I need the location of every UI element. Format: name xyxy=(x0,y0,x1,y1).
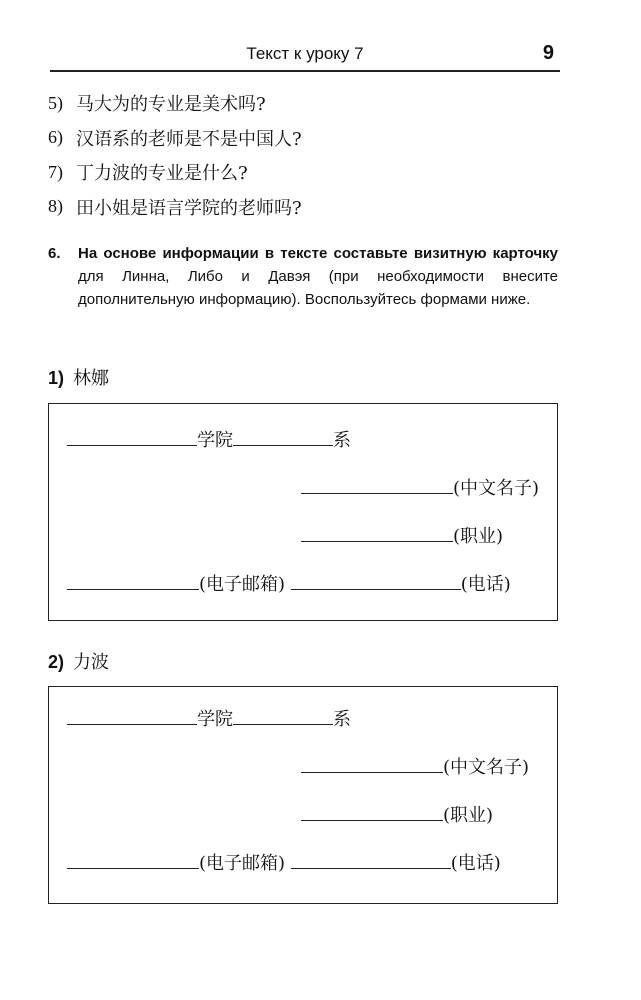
card-label xyxy=(48,648,109,674)
email-blank[interactable] xyxy=(67,867,199,869)
phone-label: (电话) xyxy=(450,853,501,874)
college-department-row xyxy=(67,426,351,452)
page-number: 9 xyxy=(542,42,554,64)
email-blank[interactable] xyxy=(67,588,199,590)
email-label: (电子邮箱) xyxy=(199,853,286,874)
task-text xyxy=(78,242,558,311)
department-label: 系 xyxy=(333,430,351,451)
card-name: 力波 xyxy=(73,652,110,672)
phone-blank[interactable] xyxy=(291,588,461,590)
contact-row xyxy=(67,849,501,875)
question-item xyxy=(48,155,568,190)
college-department-row xyxy=(67,705,351,731)
question-number: 7) xyxy=(48,161,63,182)
card-number: 2) xyxy=(48,652,65,672)
contact-row xyxy=(67,570,511,596)
question-number: 8) xyxy=(48,196,63,217)
question-number: 6) xyxy=(48,127,63,148)
business-card-form xyxy=(48,403,558,621)
card-label xyxy=(48,364,109,390)
question-item xyxy=(48,121,568,156)
chinese-name-blank[interactable] xyxy=(301,492,453,494)
business-card-form xyxy=(48,686,558,904)
profession-label: (职业) xyxy=(453,526,504,547)
card-number: 1) xyxy=(48,368,65,388)
question-text: 汉语系的老师是不是中国人? xyxy=(76,128,302,150)
chinese-name-blank[interactable] xyxy=(301,771,443,773)
phone-blank[interactable] xyxy=(291,867,451,869)
chinese-name-label: (中文名子) xyxy=(453,478,540,499)
task-instruction xyxy=(48,242,558,311)
college-label: 学院 xyxy=(197,709,233,730)
question-text: 田小姐是语言学院的老师吗? xyxy=(76,197,302,219)
department-blank[interactable] xyxy=(233,723,333,725)
task-number: 6. xyxy=(48,245,61,262)
college-label: 学院 xyxy=(197,430,233,451)
question-text: 马大为的专业是美术吗? xyxy=(76,94,266,116)
header-title: Текст к уроку 7 xyxy=(246,44,364,63)
department-blank[interactable] xyxy=(233,444,333,446)
question-text: 丁力波的专业是什么? xyxy=(76,163,248,185)
task-bold-text: На основе информации в тексте составьте визитную карточку xyxy=(78,245,558,262)
page-header xyxy=(50,40,560,72)
question-number: 5) xyxy=(48,92,63,113)
question-list xyxy=(48,86,568,224)
question-item xyxy=(48,86,568,121)
card-name: 林娜 xyxy=(73,368,110,388)
profession-row xyxy=(301,522,503,548)
email-label: (电子邮箱) xyxy=(199,574,286,595)
profession-blank[interactable] xyxy=(301,819,443,821)
chinese-name-label: (中文名子) xyxy=(443,757,530,778)
profession-label: (职业) xyxy=(443,805,494,826)
department-label: 系 xyxy=(333,709,351,730)
phone-label: (电话) xyxy=(460,574,511,595)
profession-row xyxy=(301,801,493,827)
task-body-text: для Линна, Либо и Давэя (при необходимости внесите дополнительную информацию). Воспользуйтесь формами ниже. xyxy=(78,268,558,308)
question-item xyxy=(48,190,568,225)
college-blank[interactable] xyxy=(67,723,197,725)
profession-blank[interactable] xyxy=(301,540,453,542)
chinese-name-row xyxy=(301,474,539,500)
chinese-name-row xyxy=(301,753,529,779)
college-blank[interactable] xyxy=(67,444,197,446)
